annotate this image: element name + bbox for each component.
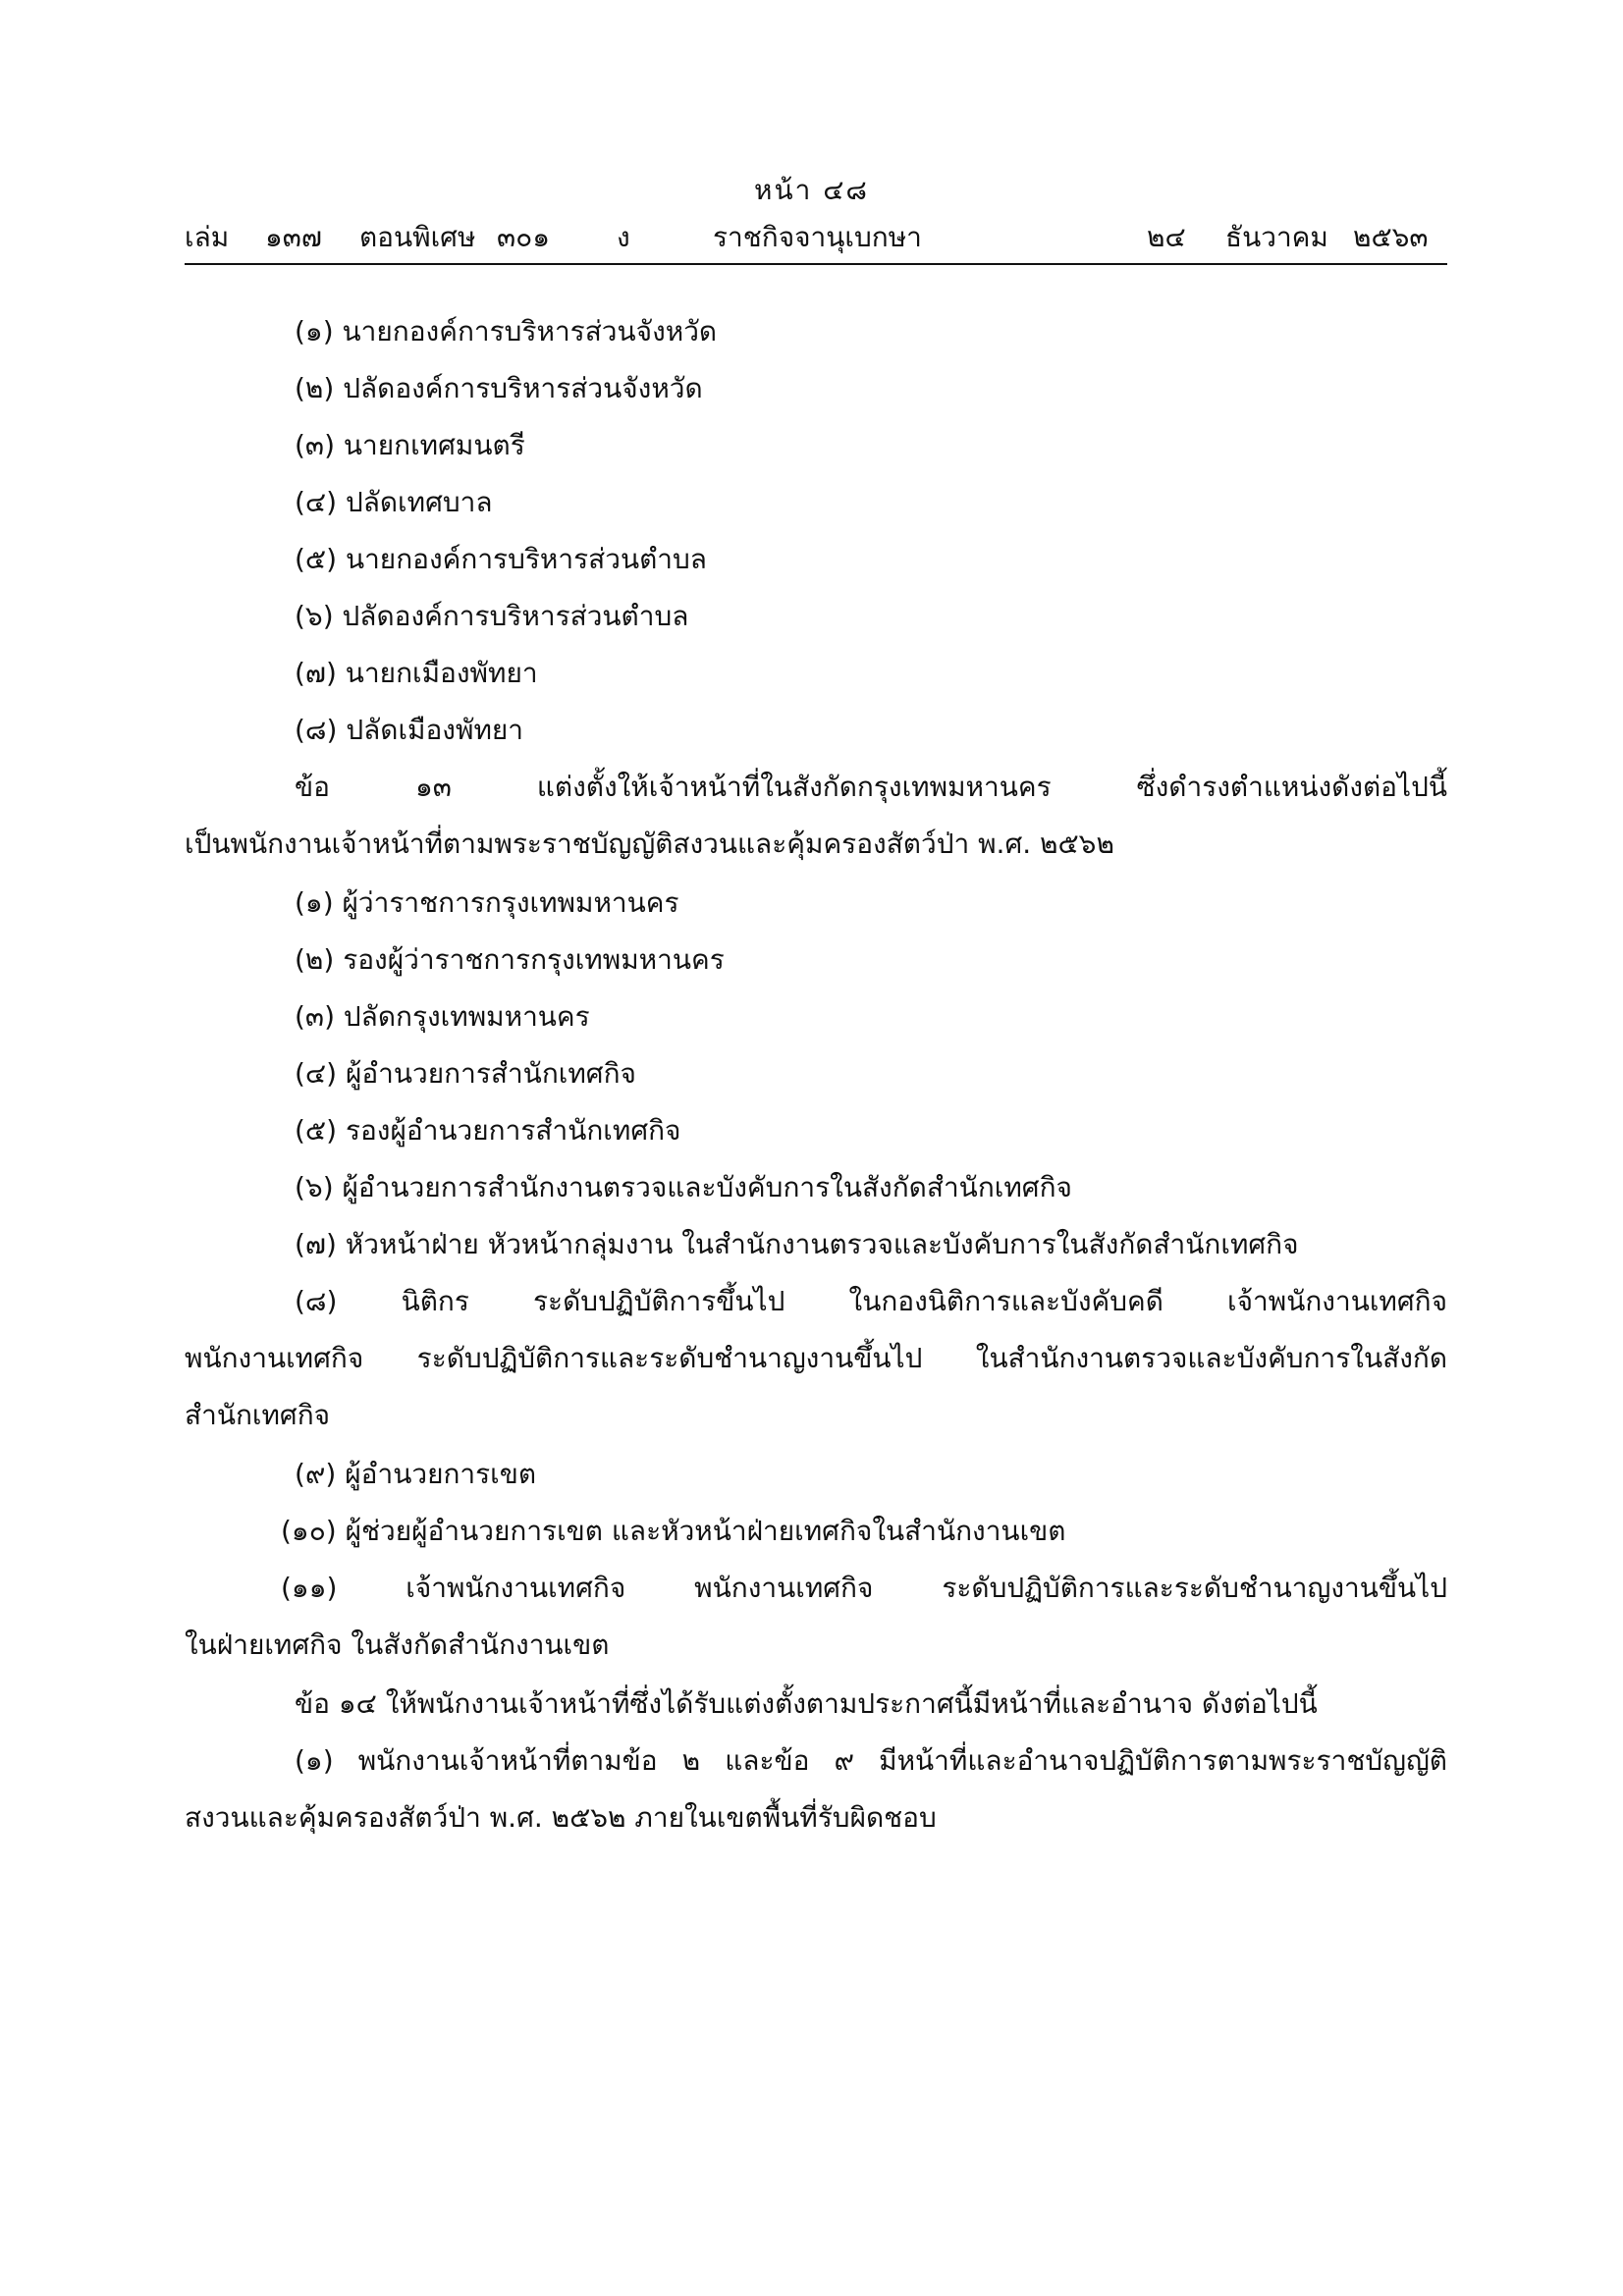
list-item: (๘) นิติกร ระดับปฏิบัติการขึ้นไป ในกองนิติการและบังคับคดี เจ้าพนักงานเทศกิจ	[295, 1285, 1447, 1317]
clause-text: เป็นพนักงานเจ้าหน้าที่ตามพระราชบัญญัติสงวนและคุ้มครองสัตว์ป่า พ.ศ. ๒๕๖๒	[185, 828, 1114, 860]
list-item: (๗) นายกเมืองพัทยา	[295, 657, 538, 689]
section-letter: ง	[617, 221, 630, 253]
list-item: (๑) ผู้ว่าราชการกรุงเทพมหานคร	[295, 886, 679, 919]
list-item: (๕) รองผู้อำนวยการสำนักเทศกิจ	[295, 1114, 681, 1147]
header-rule	[185, 263, 1447, 265]
date-day: ๒๔	[1147, 221, 1186, 253]
clause-text: ในฝ่ายเทศกิจ ในสังกัดสำนักงานเขต	[185, 1629, 610, 1661]
clause-text: ข้อ ๑๔ ให้พนักงานเจ้าหน้าที่ซึ่งได้รับแต่งตั้งตามประกาศนี้มีหน้าที่และอำนาจ ดังต่อไปนี้	[295, 1687, 1318, 1720]
list-item: (๙) ผู้อำนวยการเขต	[295, 1458, 537, 1490]
gazette-header	[185, 216, 1447, 259]
section-number: ๓๐๑	[497, 221, 551, 253]
list-item: (๒) ปลัดองค์การบริหารส่วนจังหวัด	[295, 372, 703, 404]
date-year: ๒๕๖๓	[1353, 221, 1429, 253]
list-item: (๔) ผู้อำนวยการสำนักเทศกิจ	[295, 1057, 636, 1090]
list-item: (๗) หัวหน้าฝ่าย หัวหน้ากลุ่มงาน ในสำนักงานตรวจและบังคับการในสังกัดสำนักเทศกิจ	[295, 1228, 1299, 1260]
clause-text: ข้อ ๑๓ แต่งตั้งให้เจ้าหน้าที่ในสังกัดกรุงเทพมหานคร ซึ่งดำรงตำแหน่งดังต่อไปนี้	[295, 771, 1447, 803]
gazette-name: ราชกิจจานุเบกษา	[713, 221, 922, 253]
section-label: ตอนพิเศษ	[359, 221, 476, 253]
list-item: (๑) นายกองค์การบริหารส่วนจังหวัด	[295, 315, 718, 347]
list-item: (๒) รองผู้ว่าราชการกรุงเทพมหานคร	[295, 943, 725, 976]
list-item: (๑) พนักงานเจ้าหน้าที่ตามข้อ ๒ และข้อ ๙ มีหน้าที่และอำนาจปฏิบัติการตามพระราชบัญญัติ	[295, 1744, 1447, 1777]
list-item: (๖) ปลัดองค์การบริหารส่วนตำบล	[295, 600, 689, 632]
list-item: (๓) ปลัดกรุงเทพมหานคร	[295, 1000, 590, 1033]
list-item: (๔) ปลัดเทศบาล	[295, 486, 493, 518]
volume-number: ๑๓๗	[265, 221, 322, 253]
clause-text: สำนักเทศกิจ	[185, 1399, 331, 1431]
list-item: (๑๑) เจ้าพนักงานเทศกิจ พนักงานเทศกิจ ระดับปฏิบัติการและระดับชำนาญงานขึ้นไป	[281, 1572, 1447, 1604]
page-number: หน้า ๔๘	[753, 174, 869, 206]
clause-text: พนักงานเทศกิจ ระดับปฏิบัติการและระดับชำนาญงานขึ้นไป ในสำนักงานตรวจและบังคับการในสังกัด	[185, 1342, 1447, 1374]
date-month: ธันวาคม	[1225, 221, 1328, 253]
list-item: (๕) นายกองค์การบริหารส่วนตำบล	[295, 543, 707, 575]
clause-text: สงวนและคุ้มครองสัตว์ป่า พ.ศ. ๒๕๖๒ ภายในเขตพื้นที่รับผิดชอบ	[185, 1801, 937, 1834]
volume-label: เล่ม	[185, 221, 230, 253]
list-item: (๘) ปลัดเมืองพัทยา	[295, 714, 524, 746]
list-item: (๖) ผู้อำนวยการสำนักงานตรวจและบังคับการในสังกัดสำนักเทศกิจ	[295, 1171, 1072, 1203]
list-item: (๓) นายกเทศมนตรี	[295, 429, 525, 461]
list-item: (๑๐) ผู้ช่วยผู้อำนวยการเขต และหัวหน้าฝ่ายเทศกิจในสำนักงานเขต	[281, 1515, 1066, 1547]
